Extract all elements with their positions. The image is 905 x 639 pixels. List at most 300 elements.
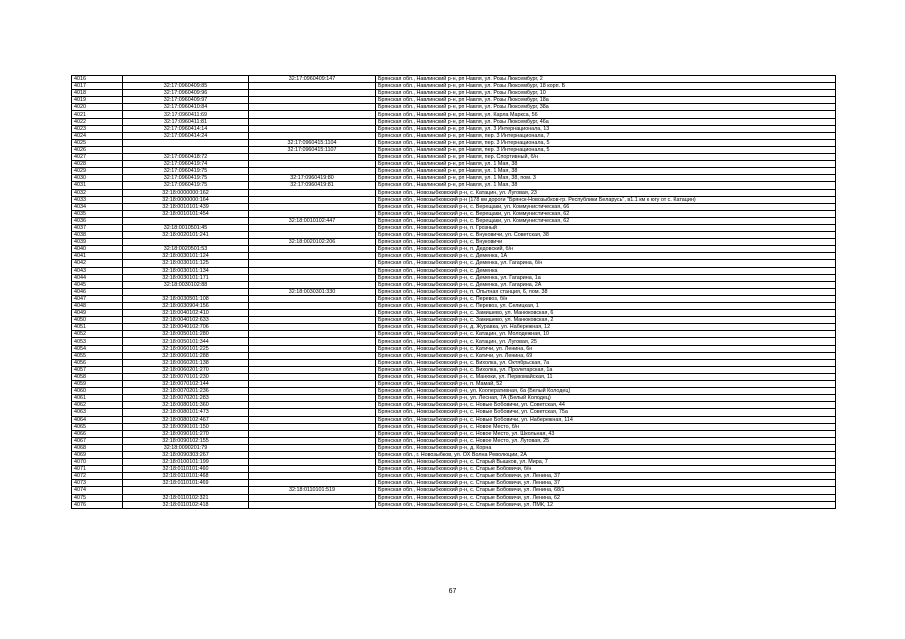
land-cadastral-cell: 32:18:0000000:164 [123, 196, 249, 203]
land-cadastral-cell: 32:18:0020101:241 [123, 232, 249, 239]
building-cadastral-cell [249, 104, 376, 111]
building-cadastral-cell: 32:18:0010102:447 [249, 217, 376, 224]
row-number-cell: 4017 [72, 83, 123, 90]
land-cadastral-cell: 32:17:0960409:96 [123, 90, 249, 97]
land-cadastral-cell [123, 139, 249, 146]
building-cadastral-cell [249, 161, 376, 168]
row-number-cell: 4030 [72, 175, 123, 182]
row-number-cell: 4028 [72, 161, 123, 168]
building-cadastral-cell [249, 451, 376, 458]
address-cell: Брянская обл., Новозыбковский р-н, д. Журавка, ул. Набережная, 12 [376, 324, 836, 331]
table-body [72, 76, 836, 509]
building-cadastral-cell [249, 253, 376, 260]
row-number-cell: 4025 [72, 139, 123, 146]
address-cell: Брянская обл., Новозыбковский р-н, п. Мамай, 52 [376, 381, 836, 388]
land-cadastral-cell: 32:18:0070101:230 [123, 373, 249, 380]
address-cell: Брянская обл., Новозыбковский р-н, с. Деменка, ул. Гагарина, 2А [376, 281, 836, 288]
table-row [72, 381, 836, 388]
row-number-cell: 4054 [72, 345, 123, 352]
table-row [72, 395, 836, 402]
address-cell: Брянская обл., Новозыбковский р-н, с. Вихолка, ул. Октябрьская, 7а [376, 359, 836, 366]
table-row [72, 132, 836, 139]
land-cadastral-cell: 32:18:0030101:125 [123, 260, 249, 267]
table-row [72, 196, 836, 203]
table-row [72, 473, 836, 480]
building-cadastral-cell [249, 480, 376, 487]
row-number-cell: 4063 [72, 409, 123, 416]
address-cell: Брянская обл., Навлинский р-н, рп Навля, ул. Розы Люксембург, 18 корп. Б [376, 83, 836, 90]
address-cell: Брянская обл., Новозыбковский р-н, с. Новое Место, ул. Луговая, 25 [376, 437, 836, 444]
building-cadastral-cell [249, 246, 376, 253]
building-cadastral-cell [249, 501, 376, 508]
address-cell: Брянская обл., Новозыбковский р-н, п. Опытная станция, 6, пом. 38 [376, 288, 836, 295]
table-row [72, 267, 836, 274]
address-cell: Брянская обл., Новозыбковский р-н, с. Замишево, ул. Манюковская, 6 [376, 310, 836, 317]
address-cell: Брянская обл., Новозыбковский р-н, с. Старые Бобовичи, ул. Ленина, 62 [376, 494, 836, 501]
table-row [72, 104, 836, 111]
address-cell: Брянская обл., Навлинский р-н, рп Навля, ул. Розы Люксембург, 2 [376, 76, 836, 83]
building-cadastral-cell [249, 295, 376, 302]
table-row [72, 203, 836, 210]
address-cell: Брянская обл., Новозыбковский р-н, с. Новое Место, ул. Школьная, 43 [376, 430, 836, 437]
table-row [72, 352, 836, 359]
building-cadastral-cell [249, 196, 376, 203]
table-row [72, 217, 836, 224]
address-cell: Брянская обл., Новозыбковский р-н, с. Новое Место, б/н [376, 423, 836, 430]
row-number-cell: 4018 [72, 90, 123, 97]
address-cell: Брянская обл., Навлинский р-н, рп Навля, ул. 3 Интернационала, 13 [376, 125, 836, 132]
address-cell: Брянская обл., Новозыбковский р-н, с. Старые Бобовичи, ул. Ленина, 37 [376, 480, 836, 487]
building-cadastral-cell [249, 203, 376, 210]
table-row [72, 423, 836, 430]
building-cadastral-cell [249, 366, 376, 373]
row-number-cell: 4035 [72, 210, 123, 217]
table-row [72, 295, 836, 302]
address-cell: Брянская обл., Новозыбковский р-н, ул. Лесная, 7А (Белый Колодец) [376, 395, 836, 402]
address-cell: Брянская обл., Новозыбковский р-н, с. Деменка, 1А [376, 253, 836, 260]
building-cadastral-cell [249, 118, 376, 125]
land-cadastral-cell: 32:17:0960414:14 [123, 125, 249, 132]
table-row [72, 501, 836, 508]
land-cadastral-cell: 32:18:0060101:288 [123, 352, 249, 359]
table-row [72, 331, 836, 338]
building-cadastral-cell: 32:17:0960415:1104 [249, 139, 376, 146]
building-cadastral-cell [249, 430, 376, 437]
building-cadastral-cell [249, 154, 376, 161]
row-number-cell: 4037 [72, 224, 123, 231]
row-number-cell: 4068 [72, 444, 123, 451]
land-cadastral-cell: 32:18:0090201:79 [123, 444, 249, 451]
row-number-cell: 4043 [72, 267, 123, 274]
building-cadastral-cell [249, 409, 376, 416]
row-number-cell: 4021 [72, 111, 123, 118]
address-cell: Брянская обл., Новозыбковский р-н, с. Деменка [376, 267, 836, 274]
building-cadastral-cell [249, 260, 376, 267]
table-row [72, 373, 836, 380]
address-cell: Брянская обл., Новозыбковский р-н, с. Перевоз, б/н [376, 295, 836, 302]
address-cell: Брянская обл., Новозыбковский р-н, с. Новые Бобовичи, ул. Набережная, 114 [376, 416, 836, 423]
land-cadastral-cell: 32:18:0030904:156 [123, 303, 249, 310]
land-cadastral-cell: 32:18:0040102:706 [123, 324, 249, 331]
land-cadastral-cell [123, 288, 249, 295]
address-cell: Брянская обл., Новозыбковский р-н, с. Старые Бобовичи, ул. ПМК, 12 [376, 501, 836, 508]
building-cadastral-cell [249, 132, 376, 139]
building-cadastral-cell [249, 473, 376, 480]
building-cadastral-cell [249, 232, 376, 239]
land-cadastral-cell: 32:17:0960409:85 [123, 83, 249, 90]
row-number-cell: 4051 [72, 324, 123, 331]
land-cadastral-cell: 32:18:0110102:321 [123, 494, 249, 501]
building-cadastral-cell [249, 388, 376, 395]
land-cadastral-cell: 32:18:0080101:360 [123, 402, 249, 409]
row-number-cell: 4023 [72, 125, 123, 132]
address-cell: Брянская обл., Навлинский р-н, рп Навля, пер. 3 Интернационала, 7 [376, 132, 836, 139]
building-cadastral-cell [249, 444, 376, 451]
land-cadastral-cell: 32:18:0050101:344 [123, 338, 249, 345]
building-cadastral-cell: 32:18:0110101:519 [249, 487, 376, 494]
address-cell: Брянская обл., Новозыбковский р-н, с. Старые Бобовичи, ул. Ленина, 68/1 [376, 487, 836, 494]
table-row [72, 388, 836, 395]
table-row [72, 189, 836, 196]
land-cadastral-cell: 32:18:0070201:236 [123, 388, 249, 395]
address-cell: Брянская обл., Новозыбковский р-н, с. Перевоз, ул. Селицкая, 1 [376, 303, 836, 310]
land-cadastral-cell: 32:18:0060101:225 [123, 345, 249, 352]
row-number-cell: 4067 [72, 437, 123, 444]
row-number-cell: 4034 [72, 203, 123, 210]
table-row [72, 345, 836, 352]
table-row [72, 139, 836, 146]
land-cadastral-cell: 32:18:0080102:467 [123, 416, 249, 423]
table-row [72, 146, 836, 153]
table-row [72, 274, 836, 281]
row-number-cell: 4048 [72, 303, 123, 310]
land-cadastral-cell: 32:18:0030501:108 [123, 295, 249, 302]
row-number-cell: 4059 [72, 381, 123, 388]
address-cell: Брянская обл., Новозыбковский р-н, с. Внуковичи, ул. Советская, 38 [376, 232, 836, 239]
building-cadastral-cell [249, 189, 376, 196]
building-cadastral-cell [249, 373, 376, 380]
table-row [72, 281, 836, 288]
row-number-cell: 4052 [72, 331, 123, 338]
address-cell: Брянская обл., Навлинский р-н, рп Навля, ул. Розы Люксембург, 10 [376, 90, 836, 97]
row-number-cell: 4071 [72, 466, 123, 473]
table-row [72, 303, 836, 310]
table-row [72, 416, 836, 423]
row-number-cell: 4050 [72, 317, 123, 324]
address-cell: Брянская обл., Новозыбковский р-н, с. Старый Вышков, ул. Мира, 7 [376, 459, 836, 466]
land-cadastral-cell: 32:17:0960418:72 [123, 154, 249, 161]
building-cadastral-cell [249, 317, 376, 324]
land-cadastral-cell: 32:17:0960414:24 [123, 132, 249, 139]
row-number-cell: 4076 [72, 501, 123, 508]
table-row [72, 253, 836, 260]
address-cell: Брянская обл., Навлинский р-н, рп Навля, ул. 1 Мая, 38 [376, 161, 836, 168]
address-cell: Брянская обл., Новозыбковский р-н, с. Верещаки, ул. Коммунистическая, 66 [376, 203, 836, 210]
row-number-cell: 4062 [72, 402, 123, 409]
address-cell: Брянская обл., Навлинский р-н, рп Навля, пер. Спортивный, б/н [376, 154, 836, 161]
table-row [72, 111, 836, 118]
row-number-cell: 4019 [72, 97, 123, 104]
row-number-cell: 4055 [72, 352, 123, 359]
row-number-cell: 4061 [72, 395, 123, 402]
row-number-cell: 4064 [72, 416, 123, 423]
land-cadastral-cell: 32:18:0090101:150 [123, 423, 249, 430]
property-register-table [71, 75, 836, 509]
row-number-cell: 4065 [72, 423, 123, 430]
row-number-cell: 4066 [72, 430, 123, 437]
building-cadastral-cell [249, 338, 376, 345]
land-cadastral-cell: 32:17:0960419:74 [123, 161, 249, 168]
land-cadastral-cell: 32:18:0010101:454 [123, 210, 249, 217]
table-row [72, 317, 836, 324]
table-row [72, 288, 836, 295]
land-cadastral-cell: 32:17:0960419:75 [123, 168, 249, 175]
building-cadastral-cell [249, 97, 376, 104]
building-cadastral-cell [249, 303, 376, 310]
table-row [72, 76, 836, 83]
land-cadastral-cell: 32:18:0100101:199 [123, 459, 249, 466]
row-number-cell: 4053 [72, 338, 123, 345]
table-row [72, 494, 836, 501]
land-cadastral-cell: 32:18:0090303:267 [123, 451, 249, 458]
row-number-cell: 4036 [72, 217, 123, 224]
building-cadastral-cell: 32:17:0960419:80 [249, 175, 376, 182]
land-cadastral-cell: 32:18:0040102:633 [123, 317, 249, 324]
building-cadastral-cell: 32:17:0960419:81 [249, 182, 376, 189]
land-cadastral-cell: 32:18:0040102:410 [123, 310, 249, 317]
address-cell: Брянская обл., Новозыбковский р-н, с. Манюки, ул. Первомайская, 11 [376, 373, 836, 380]
land-cadastral-cell: 32:18:0090102:155 [123, 437, 249, 444]
row-number-cell: 4029 [72, 168, 123, 175]
address-cell: Брянская обл., Навлинский р-н, рп Навля, пер. 3 Интернационала, 5 [376, 146, 836, 153]
row-number-cell: 4057 [72, 366, 123, 373]
row-number-cell: 4074 [72, 487, 123, 494]
land-cadastral-cell: 32:18:0110102:418 [123, 501, 249, 508]
row-number-cell: 4039 [72, 239, 123, 246]
land-cadastral-cell [123, 487, 249, 494]
row-number-cell: 4047 [72, 295, 123, 302]
land-cadastral-cell: 32:17:0960410:84 [123, 104, 249, 111]
address-cell: Брянская обл., Новозыбковский р-н, с. Внуковичи [376, 239, 836, 246]
address-cell: Брянская обл., Новозыбковский р-н, с. Деменка, ул. Гагарина, б/н [376, 260, 836, 267]
table-row [72, 430, 836, 437]
land-cadastral-cell: 32:18:0080101:473 [123, 409, 249, 416]
table-row [72, 359, 836, 366]
table-row [72, 310, 836, 317]
building-cadastral-cell [249, 494, 376, 501]
table-row [72, 118, 836, 125]
table-row [72, 97, 836, 104]
row-number-cell: 4069 [72, 451, 123, 458]
row-number-cell: 4072 [72, 473, 123, 480]
building-cadastral-cell [249, 125, 376, 132]
table-row [72, 324, 836, 331]
address-cell: Брянская обл., Новозыбковский р-н, п. Грозный [376, 224, 836, 231]
row-number-cell: 4022 [72, 118, 123, 125]
row-number-cell: 4032 [72, 189, 123, 196]
address-cell: Брянская обл., Новозыбковский р-н, п. Дедовский, б/н [376, 246, 836, 253]
table-row [72, 437, 836, 444]
land-cadastral-cell: 32:18:0110101:468 [123, 473, 249, 480]
address-cell: Брянская обл., Новозыбковский р-н, с. Замишево, ул. Манюковская, 2 [376, 317, 836, 324]
land-cadastral-cell: 32:18:0060201:270 [123, 366, 249, 373]
table-row [72, 175, 836, 182]
land-cadastral-cell: 32:18:0010101:439 [123, 203, 249, 210]
row-number-cell: 4026 [72, 146, 123, 153]
building-cadastral-cell [249, 168, 376, 175]
land-cadastral-cell: 32:18:0030101:124 [123, 253, 249, 260]
address-cell: Брянская обл., Навлинский р-н, рп Навля, ул. 1 Мая, 38 [376, 168, 836, 175]
building-cadastral-cell [249, 359, 376, 366]
building-cadastral-cell [249, 224, 376, 231]
building-cadastral-cell [249, 466, 376, 473]
table-row [72, 402, 836, 409]
land-cadastral-cell: 32:18:0110101:469 [123, 480, 249, 487]
building-cadastral-cell: 32:17:0960415:1107 [249, 146, 376, 153]
table-row [72, 168, 836, 175]
building-cadastral-cell [249, 267, 376, 274]
land-cadastral-cell: 32:18:0070102:144 [123, 381, 249, 388]
building-cadastral-cell [249, 210, 376, 217]
land-cadastral-cell: 32:18:0030102:88 [123, 281, 249, 288]
table-row [72, 487, 836, 494]
building-cadastral-cell: 32:18:0030301:330 [249, 288, 376, 295]
address-cell: Брянская обл., Новозыбковский р-н, с. Катичи, ул. Ленина, 69 [376, 352, 836, 359]
row-number-cell: 4016 [72, 76, 123, 83]
address-cell: Брянская обл., Новозыбковский р-н, с. Верещаки, ул. Коммунистическая, 62 [376, 210, 836, 217]
address-cell: Брянская обл., Новозыбковский р-н, с. Верещаки, ул. Коммунистическая, 62 [376, 217, 836, 224]
address-cell: Брянская обл., Навлинский р-н, рп Навля, ул. Розы Люксембург, 38а [376, 104, 836, 111]
address-cell: Брянская обл., Новозыбковский р-н, с. Старые Бобовичи, б/н [376, 466, 836, 473]
address-cell: Брянская обл., Навлинский р-н, рп Навля, ул. Розы Люксембург, 18а [376, 97, 836, 104]
page-number: 67 [448, 588, 457, 595]
table-row [72, 338, 836, 345]
table-row [72, 409, 836, 416]
address-cell: Брянская обл., Навлинский р-н, рп Навля, ул. Розы Люксембург, 46а [376, 118, 836, 125]
land-cadastral-cell: 32:17:0960419:75 [123, 175, 249, 182]
row-number-cell: 4049 [72, 310, 123, 317]
land-cadastral-cell [123, 217, 249, 224]
table-row [72, 232, 836, 239]
table-row [72, 154, 836, 161]
land-cadastral-cell [123, 239, 249, 246]
table-row [72, 459, 836, 466]
land-cadastral-cell: 32:18:0090101:270 [123, 430, 249, 437]
land-cadastral-cell: 32:18:0010501:45 [123, 224, 249, 231]
row-number-cell: 4045 [72, 281, 123, 288]
address-cell: Брянская обл., Навлинский р-н, рп Навля, пер. 3 Интернационала, 5 [376, 139, 836, 146]
row-number-cell: 4060 [72, 388, 123, 395]
address-cell: Брянская обл., Новозыбковский р-н, с. Катацин, ул. Молодежная, 10 [376, 331, 836, 338]
address-cell: Брянская обл., Новозыбковский р-н, ул. Кооперативная, 6а (Белый Колодец) [376, 388, 836, 395]
building-cadastral-cell [249, 310, 376, 317]
address-cell: Брянская обл., Навлинский р-н, рп Навля, ул. 1 Мая, 38, пом. 3 [376, 175, 836, 182]
building-cadastral-cell [249, 331, 376, 338]
building-cadastral-cell [249, 416, 376, 423]
land-cadastral-cell: 32:17:0960411:69 [123, 111, 249, 118]
table-row [72, 366, 836, 373]
land-cadastral-cell: 32:18:0070201:283 [123, 395, 249, 402]
building-cadastral-cell [249, 281, 376, 288]
table-row [72, 444, 836, 451]
table-row [72, 182, 836, 189]
land-cadastral-cell: 32:18:0110101:460 [123, 466, 249, 473]
row-number-cell: 4073 [72, 480, 123, 487]
building-cadastral-cell [249, 90, 376, 97]
address-cell: Брянская обл., г. Новозыбков, ул. ОХ Волна Революции, 2А [376, 451, 836, 458]
building-cadastral-cell [249, 352, 376, 359]
building-cadastral-cell: 32:18:0020102:206 [249, 239, 376, 246]
building-cadastral-cell [249, 274, 376, 281]
row-number-cell: 4038 [72, 232, 123, 239]
table-row [72, 125, 836, 132]
table-row [72, 90, 836, 97]
building-cadastral-cell [249, 395, 376, 402]
table-row [72, 260, 836, 267]
building-cadastral-cell [249, 345, 376, 352]
address-cell: Брянская обл., Новозыбковский р-н, с. Новые Бобовичи, ул. Советская, 44 [376, 402, 836, 409]
land-cadastral-cell: 32:17:0960419:75 [123, 182, 249, 189]
row-number-cell: 4027 [72, 154, 123, 161]
land-cadastral-cell: 32:18:0030101:171 [123, 274, 249, 281]
address-cell: Брянская обл., Новозыбковский р-н, с. Деменка, ул. Гагарина, 1а [376, 274, 836, 281]
row-number-cell: 4056 [72, 359, 123, 366]
land-cadastral-cell: 32:18:0060201:138 [123, 359, 249, 366]
building-cadastral-cell: 32:17:0960409:147 [249, 76, 376, 83]
row-number-cell: 4044 [72, 274, 123, 281]
row-number-cell: 4041 [72, 253, 123, 260]
building-cadastral-cell [249, 437, 376, 444]
address-cell: Брянская обл., Новозыбковский р-н, с. Катацин, ул. Луговая, 23 [376, 189, 836, 196]
table-row [72, 210, 836, 217]
table-row [72, 480, 836, 487]
land-cadastral-cell: 32:18:0050101:280 [123, 331, 249, 338]
row-number-cell: 4040 [72, 246, 123, 253]
row-number-cell: 4046 [72, 288, 123, 295]
address-cell: Брянская обл., Новозыбковский р-н, д. Корна [376, 444, 836, 451]
address-cell: Брянская обл., Новозыбковский р-н, с. Новые Бобовичи, ул. Советская, 75а [376, 409, 836, 416]
row-number-cell: 4033 [72, 196, 123, 203]
land-cadastral-cell: 32:18:0000000:162 [123, 189, 249, 196]
row-number-cell: 4058 [72, 373, 123, 380]
land-cadastral-cell: 32:17:0960409:97 [123, 97, 249, 104]
row-number-cell: 4020 [72, 104, 123, 111]
building-cadastral-cell [249, 324, 376, 331]
land-cadastral-cell: 32:17:0960411:81 [123, 118, 249, 125]
table-row [72, 239, 836, 246]
building-cadastral-cell [249, 111, 376, 118]
address-cell: Брянская обл., Новозыбковский р-н (178 км дороги "Брянск-Новозыбков-гр. Республики Беларусь", в1.1 км к югу от с. Катацин) [376, 196, 836, 203]
row-number-cell: 4024 [72, 132, 123, 139]
table-row [72, 224, 836, 231]
address-cell: Брянская обл., Навлинский р-н, рп Навля, ул. Карла Маркса, 56 [376, 111, 836, 118]
land-cadastral-cell [123, 146, 249, 153]
address-cell: Брянская обл., Новозыбковский р-н, с. Вихолка, ул. Пролетарская, 1а [376, 366, 836, 373]
table-row [72, 246, 836, 253]
row-number-cell: 4031 [72, 182, 123, 189]
row-number-cell: 4042 [72, 260, 123, 267]
table-row [72, 161, 836, 168]
building-cadastral-cell [249, 381, 376, 388]
land-cadastral-cell: 32:18:0020501:53 [123, 246, 249, 253]
land-cadastral-cell: 32:18:0030101:134 [123, 267, 249, 274]
row-number-cell: 4075 [72, 494, 123, 501]
building-cadastral-cell [249, 402, 376, 409]
table-row [72, 466, 836, 473]
address-cell: Брянская обл., Навлинский р-н, рп Навля, ул. 1 Мая, 38 [376, 182, 836, 189]
address-cell: Брянская обл., Новозыбковский р-н, с. Катацин, ул. Луговая, 25 [376, 338, 836, 345]
building-cadastral-cell [249, 83, 376, 90]
